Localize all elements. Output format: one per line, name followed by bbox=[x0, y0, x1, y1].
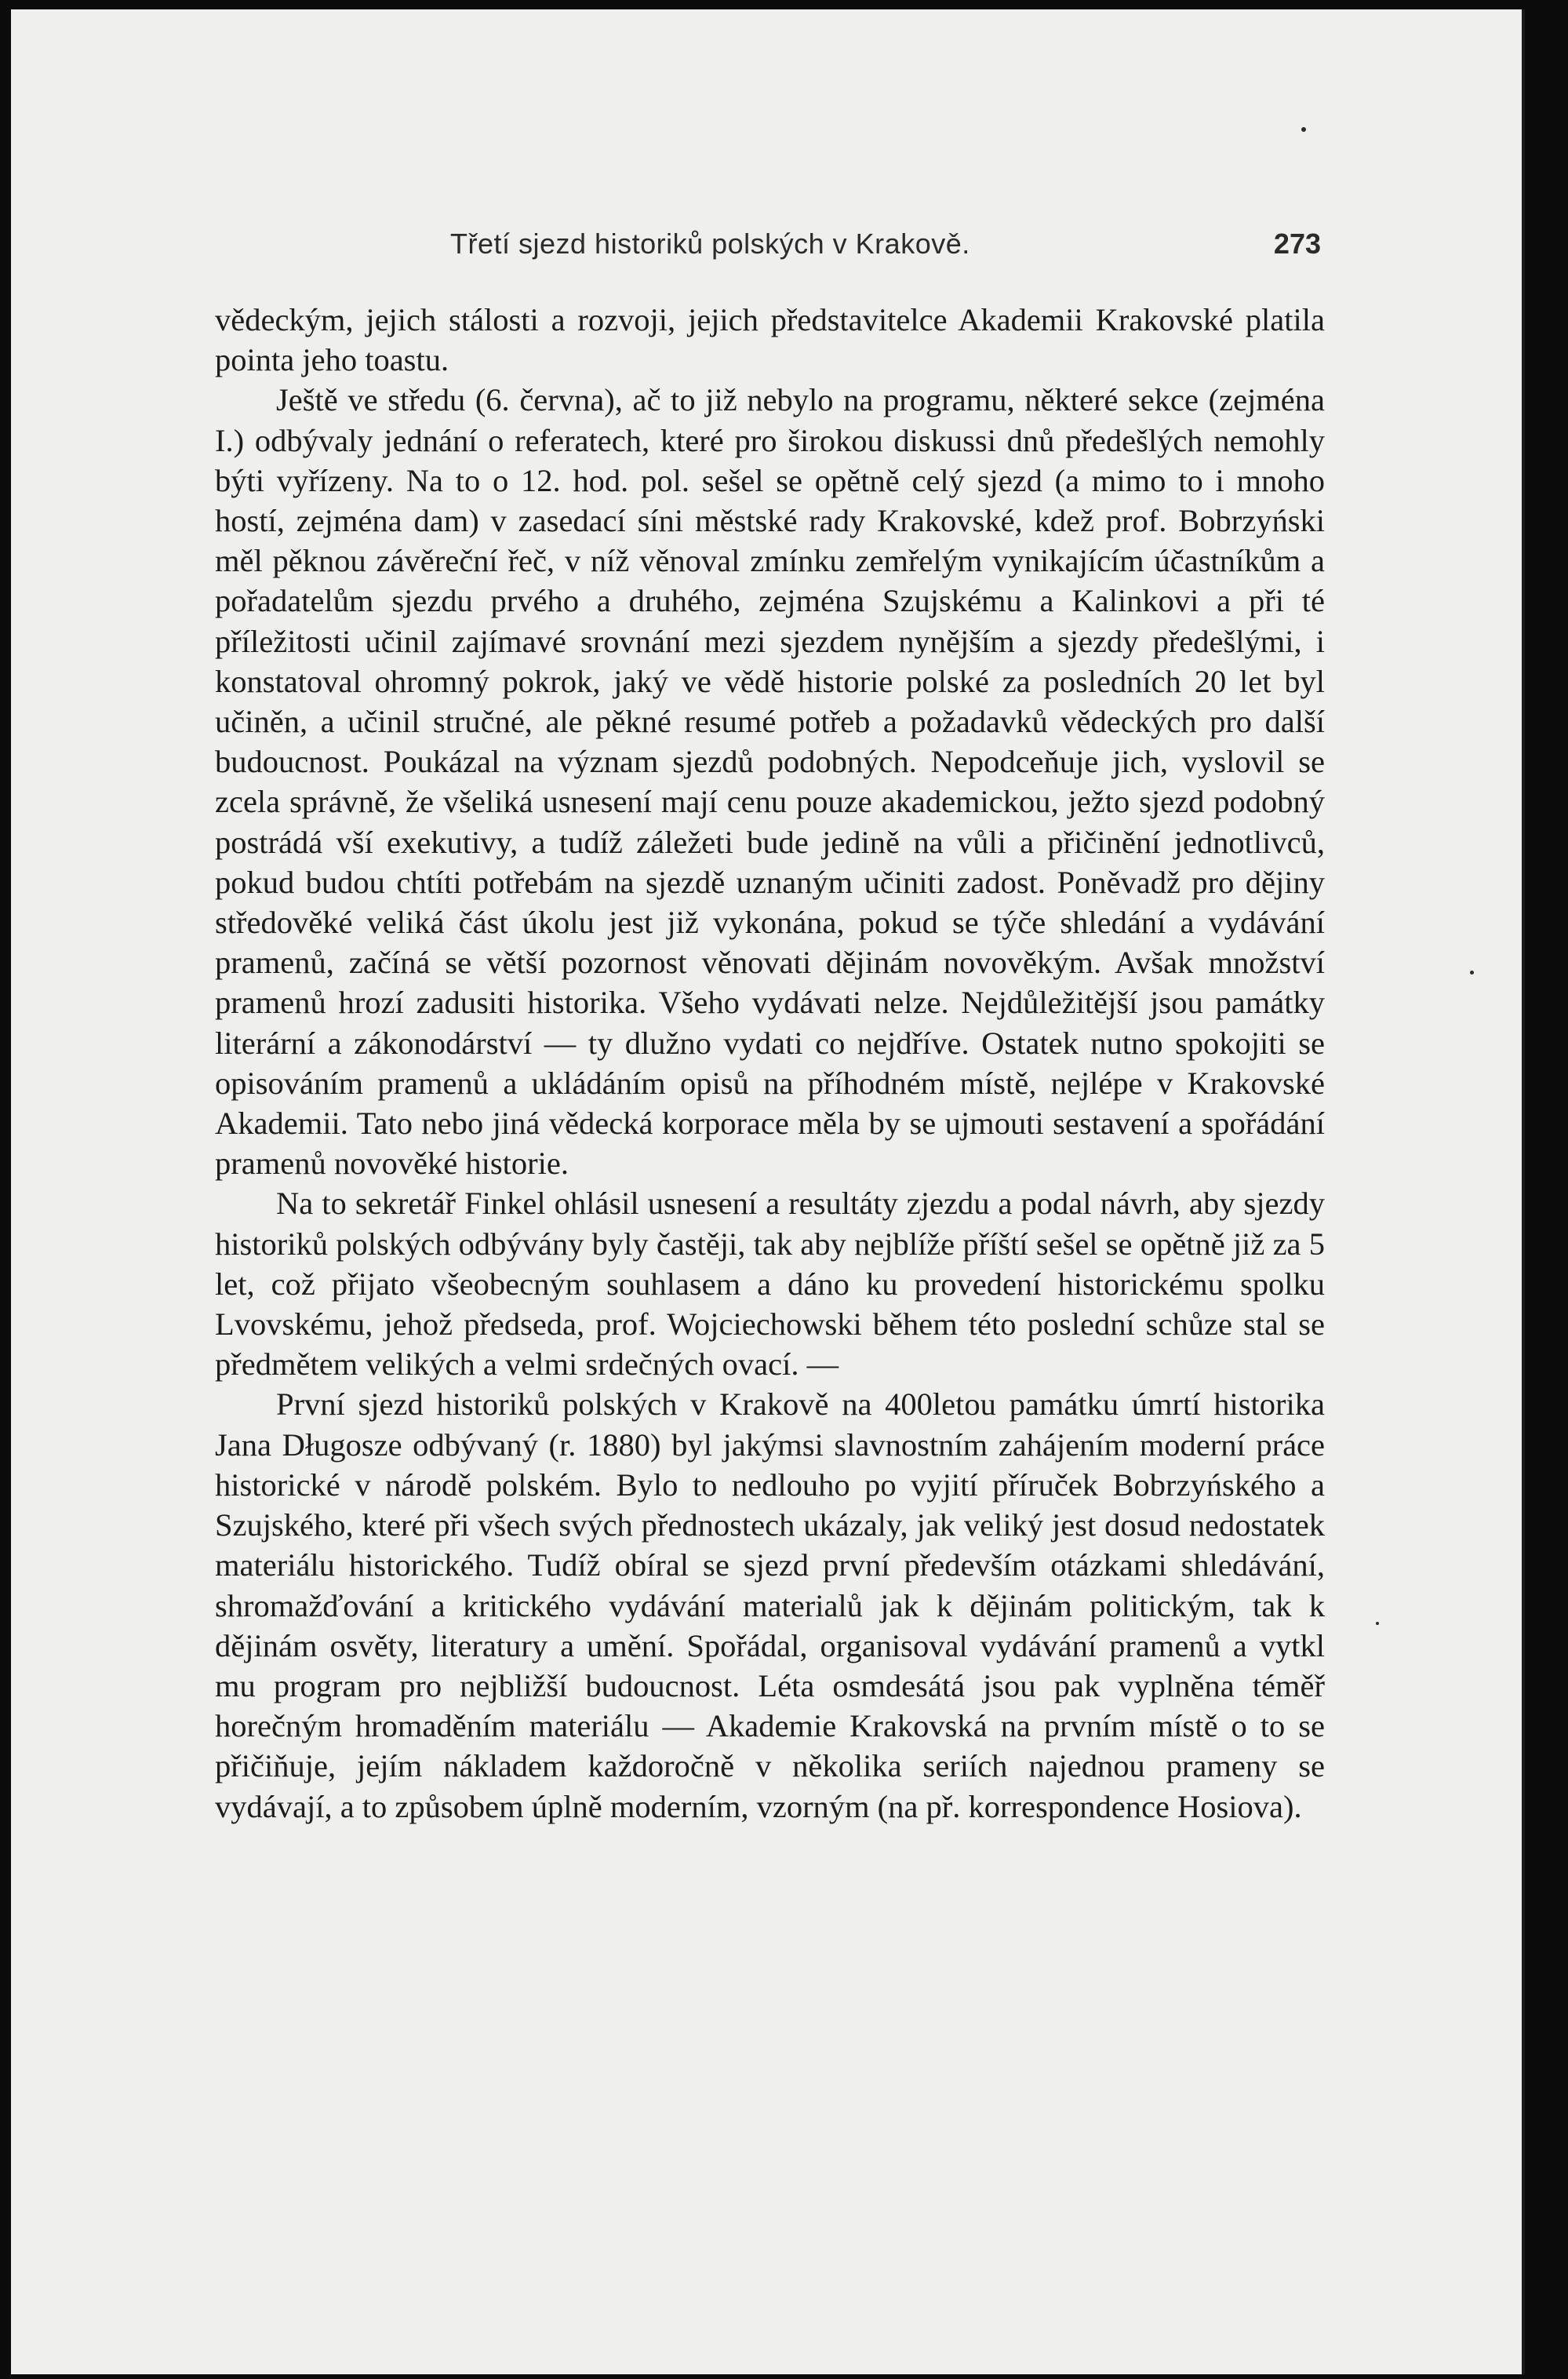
paragraph: Ještě ve středu (6. června), ač to již nebylo na programu, některé sekce (zejména I.) odbývaly jednání o referatech, které pro širokou diskussi dnů předešlých nemohly býti vyřízeny. Na to o 12. hod. pol. sešel se opětně celý sjezd (a mimo to i mnoho hostí, zejména dam) v zasedací síni městské rady Krakovské, kdež prof. Bobrzyński měl pěknou závěreční řeč, v níž věnoval zmínku zemřelým vynikajícím účastníkům a pořadatelům sjezdu prvého a druhého, zejména Szujskému a Kalinkovi a při té příležitosti učinil zajímavé srovnání mezi sjezdem nynějším a sjezdy předešlými, i konstatoval ohromný pokrok, jaký ve vědě historie polské za posledních 20 let byl učiněn, a učinil stručné, ale pěkné resumé potřeb a požadavků vědeckých pro další budoucnost. Poukázal na význam sjezdů podobných. Nepodceňuje jich, vyslovil se zcela správně, že všeliká usnesení mají cenu pouze akademickou, ježto sjezd podobný postrádá vší exekutivy, a tudíž záležeti bude jedině na vůli a přičinění jednotlivců, pokud budou chtíti potřebám na sjezdě uznaným učiniti zadost. Poněvadž pro dějiny středověké veliká část úkolu jest již vykonána, pokud se týče shledání a vydávání pramenů, začíná se větší pozornost věnovati dějinám novověkým. Avšak množství pramenů hrozí zadusiti historika. Všeho vydávati nelze. Nejdůležitější jsou památky literární a zákonodárství — ty dlužno vydati co nejdříve. Ostatek nutno spokojiti se opisováním pramenů a ukládáním opisů na příhodném místě, nejlépe v Krakovské Akademii. Tato nebo jiná vědecká korporace měla by se ujmouti sestavení a spořádání pramenů novověké historie. bbox=[215, 382, 1325, 1182]
body-text bbox=[215, 300, 1325, 1827]
paragraph-continuation: vědeckým, jejich stálosti a rozvoji, jejich představitelce Akademii Krakovské platila pointa jeho toastu. bbox=[215, 302, 1325, 378]
running-header bbox=[435, 221, 1321, 268]
ink-speck bbox=[1376, 1622, 1379, 1625]
ink-speck bbox=[1301, 127, 1306, 132]
book-page bbox=[11, 9, 1525, 2374]
header-title: Třetí sjezd historiků polských v Krakově. bbox=[450, 228, 970, 260]
page-number: 273 bbox=[1273, 228, 1321, 260]
ink-speck bbox=[1470, 971, 1474, 975]
paragraph: Na to sekretář Finkel ohlásil usnesení a resultáty zjezdu a podal návrh, aby sjezdy historiků polských odbývány byly častěji, tak aby nejblíže příští sešel se opětně již za 5 let, což přijato všeobecným souhlasem a dáno ku provedení historickému spolku Lvovskému, jehož předseda, prof. Wojciechowski během této poslední schůze stal se předmětem velikých a velmi srdečných ovací. — bbox=[215, 1186, 1325, 1383]
paragraph: První sjezd historiků polských v Krakově na 400letou památku úmrtí historika Jana Długosze odbývaný (r. 1880) byl jakýmsi slavnostním zahájením moderní práce historické v národě polském. Bylo to nedlouho po vyjití příruček Bobrzyńského a Szujského, které při všech svých přednostech ukázaly, jak veliký jest dosud nedostatek materiálu historického. Tudíž obíral se sjezd první především otázkami shledávání, shromažďování a kritického vydávání materialů jak k dějinám politickým, tak k dějinám osvěty, literatury a umění. Spořádal, organisoval vydávání pramenů a vytkl mu program pro nejbližší budoucnost. Léta osmdesátá jsou pak vyplněna téměř horečným hromaděním materiálu — Akademie Krakovská na prvním místě o to se přičiňuje, jejím nákladem každoročně v několika seriích najednou prameny se vydávají, a to způsobem úplně moderním, vzorným (na př. korrespondence Hosiova). bbox=[215, 1386, 1325, 1824]
